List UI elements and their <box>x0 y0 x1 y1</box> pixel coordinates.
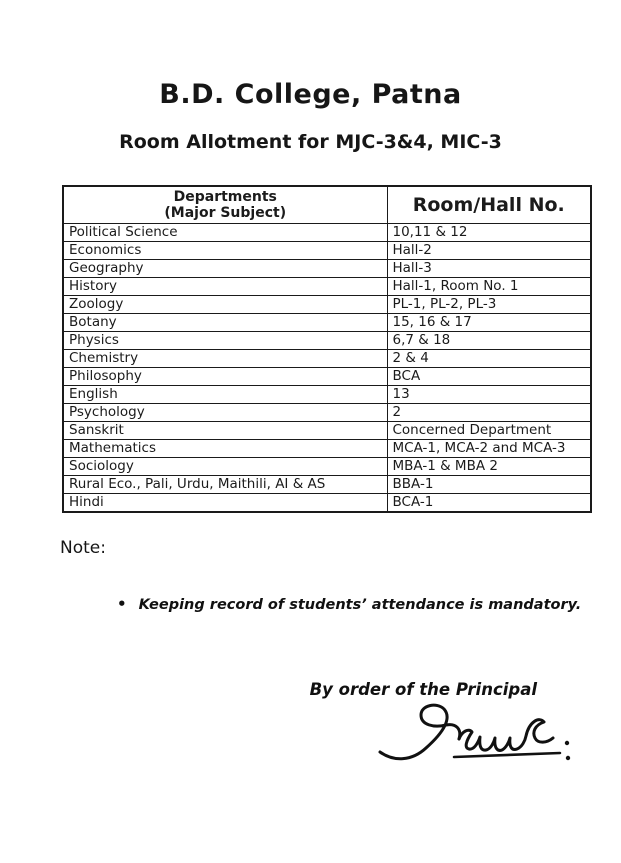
room-cell: 6,7 & 18 <box>387 332 591 350</box>
table-row <box>63 386 591 404</box>
department-cell: Botany <box>63 314 387 332</box>
room-cell: PL-1, PL-2, PL-3 <box>387 296 591 314</box>
department-cell: Philosophy <box>63 368 387 386</box>
department-cell: History <box>63 278 387 296</box>
room-cell: Hall-1, Room No. 1 <box>387 278 591 296</box>
department-cell: Sociology <box>63 458 387 476</box>
table-row <box>63 350 591 368</box>
table-row <box>63 332 591 350</box>
room-cell: MCA-1, MCA-2 and MCA-3 <box>387 440 591 458</box>
department-cell: Chemistry <box>63 350 387 368</box>
table-row <box>63 224 591 242</box>
header-departments-line2: (Major Subject) <box>164 205 287 221</box>
column-header-room: Room/Hall No. <box>387 186 591 224</box>
room-cell: 2 <box>387 404 591 422</box>
department-cell: Zoology <box>63 296 387 314</box>
table-row <box>63 296 591 314</box>
table-row <box>63 260 591 278</box>
signature-colon-dot-bottom <box>566 756 570 760</box>
signature-letters-stroke <box>459 720 553 751</box>
column-header-departments <box>63 186 387 224</box>
note-list <box>117 595 581 613</box>
room-cell: BCA-1 <box>387 494 591 513</box>
room-cell: 13 <box>387 386 591 404</box>
signature-colon-dot-top <box>565 741 569 745</box>
note-bullet-item: • Keeping record of students’ attendance is mandatory. <box>117 595 581 613</box>
document-subtitle: Room Allotment for MJC-3&4, MIC-3 <box>119 131 502 153</box>
department-cell: Physics <box>63 332 387 350</box>
table-row <box>63 458 591 476</box>
table-row <box>63 278 591 296</box>
department-cell: Political Science <box>63 224 387 242</box>
department-cell: Sanskrit <box>63 422 387 440</box>
room-cell: BBA-1 <box>387 476 591 494</box>
table-row <box>63 440 591 458</box>
department-cell: Psychology <box>63 404 387 422</box>
table-row <box>63 242 591 260</box>
signature-flourish-stroke <box>380 705 460 759</box>
room-cell: BCA <box>387 368 591 386</box>
signature-image <box>368 700 578 785</box>
note-label: Note: <box>60 538 106 558</box>
table-header-row <box>63 186 591 224</box>
room-allotment-table <box>62 185 592 513</box>
table-row <box>63 368 591 386</box>
room-cell: 10,11 & 12 <box>387 224 591 242</box>
department-cell: Rural Eco., Pali, Urdu, Maithili, AI & AS <box>63 476 387 494</box>
signature-underline <box>454 753 560 757</box>
room-cell: MBA-1 & MBA 2 <box>387 458 591 476</box>
principal-signature <box>368 700 578 785</box>
department-cell: Mathematics <box>63 440 387 458</box>
room-cell: Concerned Department <box>387 422 591 440</box>
department-cell: Geography <box>63 260 387 278</box>
header-departments-line1: Departments <box>173 189 277 205</box>
table-row <box>63 404 591 422</box>
room-cell: 15, 16 & 17 <box>387 314 591 332</box>
department-cell: Economics <box>63 242 387 260</box>
table-body <box>63 224 591 513</box>
department-cell: English <box>63 386 387 404</box>
room-cell: Hall-3 <box>387 260 591 278</box>
by-order-text: By order of the Principal <box>309 680 537 699</box>
department-cell: Hindi <box>63 494 387 513</box>
table-row <box>63 422 591 440</box>
document-title: B.D. College, Patna <box>159 79 462 110</box>
table-row <box>63 476 591 494</box>
room-cell: Hall-2 <box>387 242 591 260</box>
room-cell: 2 & 4 <box>387 350 591 368</box>
table-row <box>63 314 591 332</box>
table-row <box>63 494 591 513</box>
